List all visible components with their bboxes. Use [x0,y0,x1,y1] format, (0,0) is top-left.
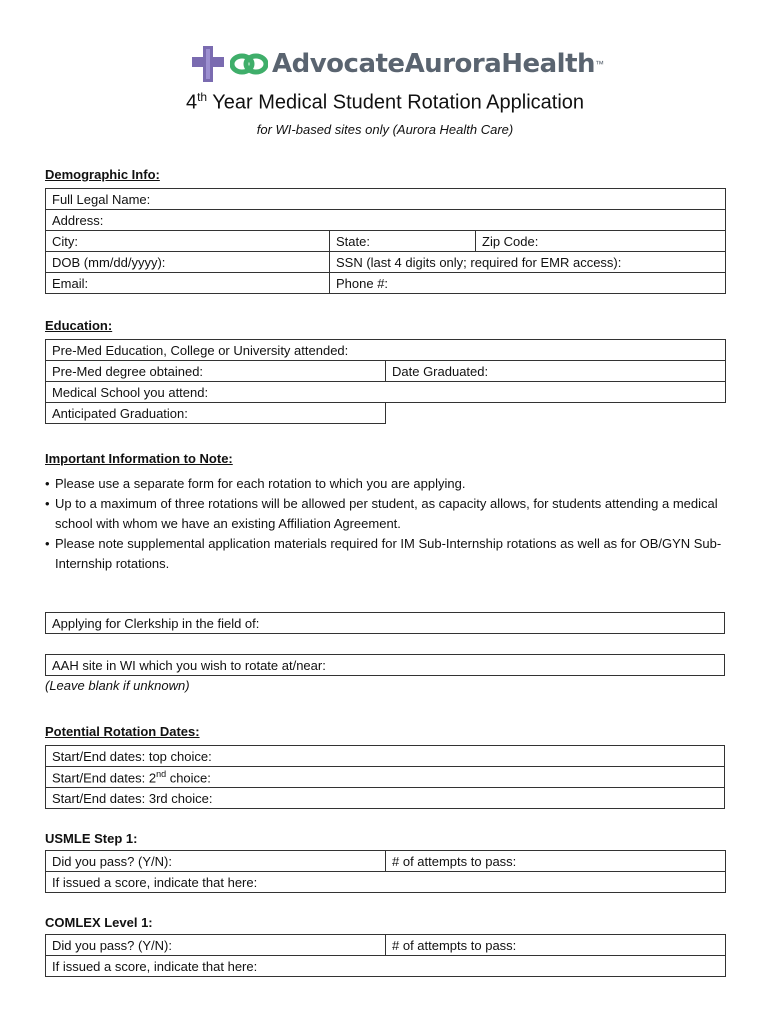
usmle-heading: USMLE Step 1: [45,831,138,846]
education-table [45,339,726,424]
demographic-table [45,188,726,294]
phone-field[interactable]: Phone #: [330,273,726,294]
rotation-heading: Potential Rotation Dates: [45,724,200,739]
usmle-attempts-field[interactable]: # of attempts to pass: [386,851,726,872]
comlex-pass-field[interactable]: Did you pass? (Y/N): [46,935,386,956]
site-note: (Leave blank if unknown) [45,678,190,693]
list-item: • Please note supplemental application materials required for IM Sub-Internship rotations as well as for OB/GYN Sub-Internship rotations. [45,536,722,571]
premed-school-field[interactable]: Pre-Med Education, College or University attended: [46,340,726,361]
full-name-field[interactable]: Full Legal Name: [46,189,726,210]
rotation-top-choice-field[interactable]: Start/End dates: top choice: [46,746,725,767]
trademark-symbol: ™ [595,59,605,69]
rotation-second-choice-field[interactable]: Start/End dates: 2nd choice: [46,767,725,788]
link-icon [230,52,268,76]
education-heading: Education: [45,318,113,333]
clerkship-table [45,612,725,634]
comlex-table [45,934,726,977]
list-item: • Up to a maximum of three rotations will be allowed per student, as capacity allows, for students attending a medical school with whom we have an existing Affiliation Agreement. [45,496,718,531]
comlex-score-field[interactable]: If issued a score, indicate that here: [46,956,726,977]
anticipated-graduation-field[interactable]: Anticipated Graduation: [46,403,386,424]
usmle-table [45,850,726,893]
date-graduated-field[interactable]: Date Graduated: [386,361,726,382]
clerkship-field[interactable]: Applying for Clerkship in the field of: [46,613,725,634]
address-field[interactable]: Address: [46,210,726,231]
zip-field[interactable]: Zip Code: [476,231,726,252]
rotation-table [45,745,725,809]
dob-field[interactable]: DOB (mm/dd/yyyy): [46,252,330,273]
list-item: • Please use a separate form for each rotation to which you are applying. [45,476,466,491]
ssn-field[interactable]: SSN (last 4 digits only; required for EMR access): [330,252,726,273]
usmle-pass-field[interactable]: Did you pass? (Y/N): [46,851,386,872]
demographic-heading: Demographic Info: [45,167,160,182]
site-field[interactable]: AAH site in WI which you wish to rotate at/near: [46,655,725,676]
cross-icon [192,46,224,82]
site-table [45,654,725,676]
important-list [45,474,735,574]
email-field[interactable]: Email: [46,273,330,294]
brand-logo [192,44,604,84]
important-heading: Important Information to Note: [45,451,233,466]
education-blank-cell [386,403,726,424]
state-field[interactable]: State: [330,231,476,252]
page-subtitle: for WI-based sites only (Aurora Health Care) [256,122,514,137]
page-title: 4th Year Medical Student Rotation Application [185,90,585,114]
comlex-attempts-field[interactable]: # of attempts to pass: [386,935,726,956]
comlex-heading: COMLEX Level 1: [45,915,153,930]
usmle-score-field[interactable]: If issued a score, indicate that here: [46,872,726,893]
premed-degree-field[interactable]: Pre-Med degree obtained: [46,361,386,382]
rotation-third-choice-field[interactable]: Start/End dates: 3rd choice: [46,788,725,809]
city-field[interactable]: City: [46,231,330,252]
logo-wordmark: AdvocateAuroraHealth [272,49,596,79]
med-school-field[interactable]: Medical School you attend: [46,382,726,403]
